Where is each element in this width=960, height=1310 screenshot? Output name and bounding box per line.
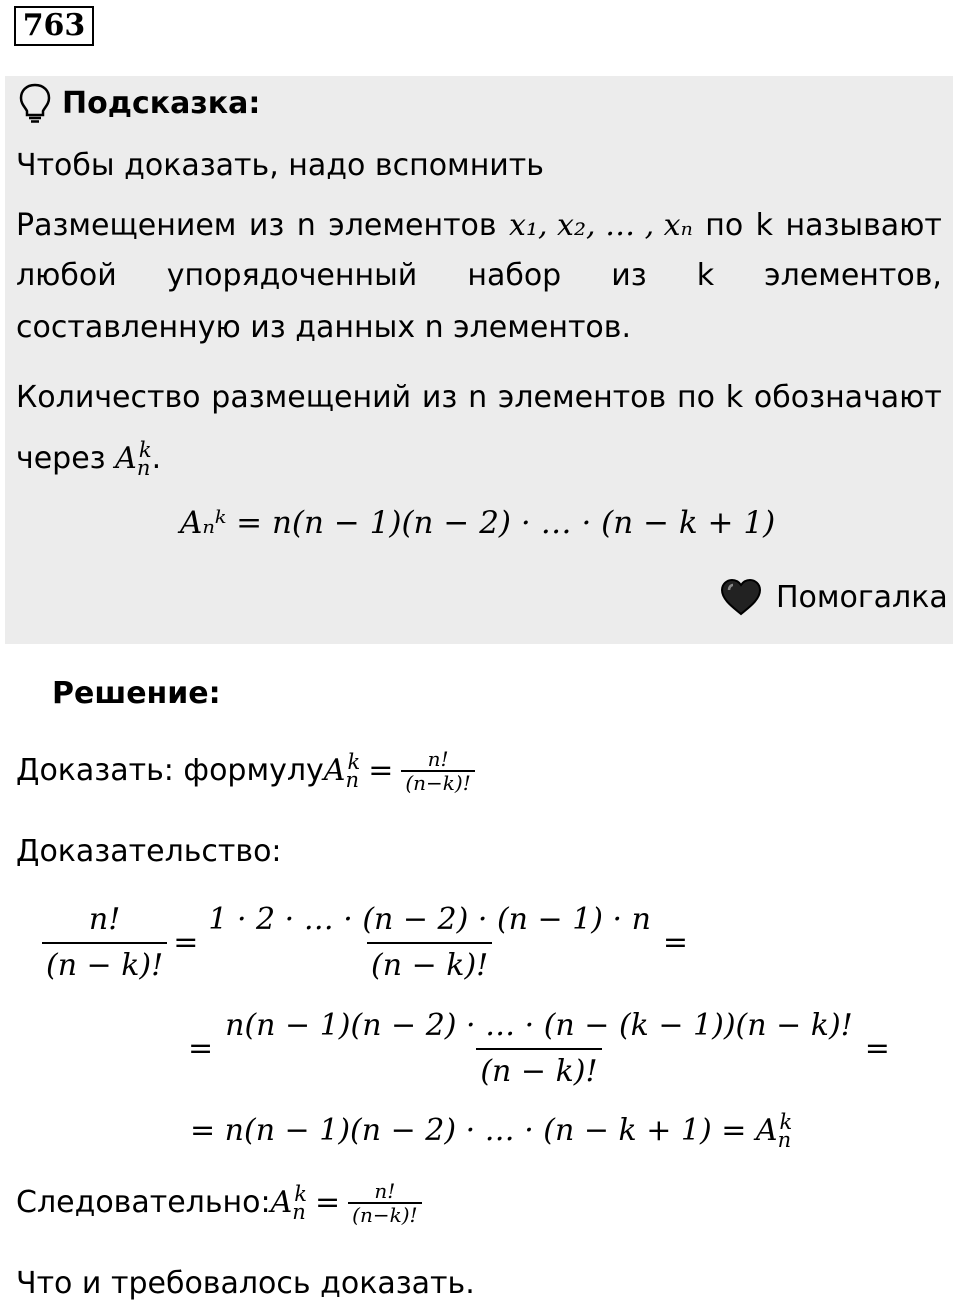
brand-name: Помогалка [776,580,948,615]
hint-line-1: Чтобы доказать, надо вспомнить [16,148,544,183]
final-line: Что и требовалось доказать. [16,1266,475,1301]
arrangement-symbol: $A_n^k$ [323,750,361,792]
fraction-numerator: n! [427,747,449,771]
proof-step-3 [190,1102,792,1160]
word: любой [16,258,117,293]
hint-count-line-2: через $A_n^k$. [16,438,162,480]
equals-sign: = [864,1031,890,1066]
hint-title: Подсказка: [62,86,261,121]
hint-formula: Aₙᵏ = n(n − 1)(n − 2) · … · (n − k + 1) [180,505,776,541]
word: Количество [16,380,201,415]
fraction-denominator: (n − k)! [367,942,492,988]
arrangement-symbol: $A_n^k$ [755,1110,793,1152]
word: из [421,380,458,415]
word: n [296,208,316,243]
equals-sign: = [188,1031,214,1066]
expansion: = n(n − 1)(n − 2) · … · (n − k + 1) = [190,1113,756,1148]
fraction-numerator: n! [88,902,121,937]
heart-icon [720,578,762,616]
word: размещений [211,380,412,415]
fraction [42,898,167,988]
fraction [401,748,474,794]
fraction [348,1180,421,1226]
fraction-numerator: 1 · 2 · … · (n − 2) · (n − 1) · n [208,902,651,937]
word: элементов [328,208,497,243]
word: по [705,208,744,243]
hint-definition-line-2 [16,258,942,294]
arrangement-symbol: $A_n^k$ [115,438,152,480]
fraction-numerator: n(n − 1)(n − 2) · … · (n − (k − 1))(n − k)! [225,1008,853,1043]
word: Размещением [16,208,237,243]
word: k [755,208,774,243]
solution-title: Решение: [52,676,221,711]
word: упорядоченный [166,258,418,293]
word: n [468,380,488,415]
fraction-denominator: (n−k)! [348,1202,421,1226]
fraction [221,1004,857,1094]
word: обозначают [753,380,942,415]
proof-step-1 [42,898,688,988]
word: из [611,258,647,293]
fraction-denominator: (n − k)! [42,942,167,988]
prove-prefix: Доказать: формулу [16,753,324,788]
proof-label: Доказательство: [16,834,282,869]
fraction-denominator: (n−k)! [401,770,474,794]
word: элементов [497,380,667,415]
lightbulb-icon [18,82,52,124]
fraction [204,898,655,988]
fraction-numerator: n! [374,1179,396,1203]
prove-line [16,744,475,798]
word: по [677,380,715,415]
arrangement-symbol: $A_n^k$ [270,1182,307,1224]
proof-step-2 [188,1004,890,1094]
word: набор [467,258,562,293]
equals-sign: = [662,925,689,960]
conclusion-prefix: Следовательно: [16,1185,271,1220]
word: элементов, [764,258,942,293]
word: называют [785,208,942,243]
hint-definition-line-1 [16,208,942,244]
hint-definition-line-3: составленную из данных n элементов. [16,310,631,345]
equals-sign: = [315,1185,341,1220]
count-prefix: через [16,441,116,476]
hint-count-line-1 [16,380,942,416]
equals-sign: = [173,925,199,960]
fraction-denominator: (n − k)! [476,1048,601,1094]
word: k [696,258,715,293]
equals-sign: = [368,753,394,788]
word: k [725,380,744,415]
conclusion-line [16,1176,422,1230]
elements-sequence: x₁, x₂, … , xₙ [509,208,693,243]
task-number: 763 [14,6,94,46]
word: из [248,208,285,243]
